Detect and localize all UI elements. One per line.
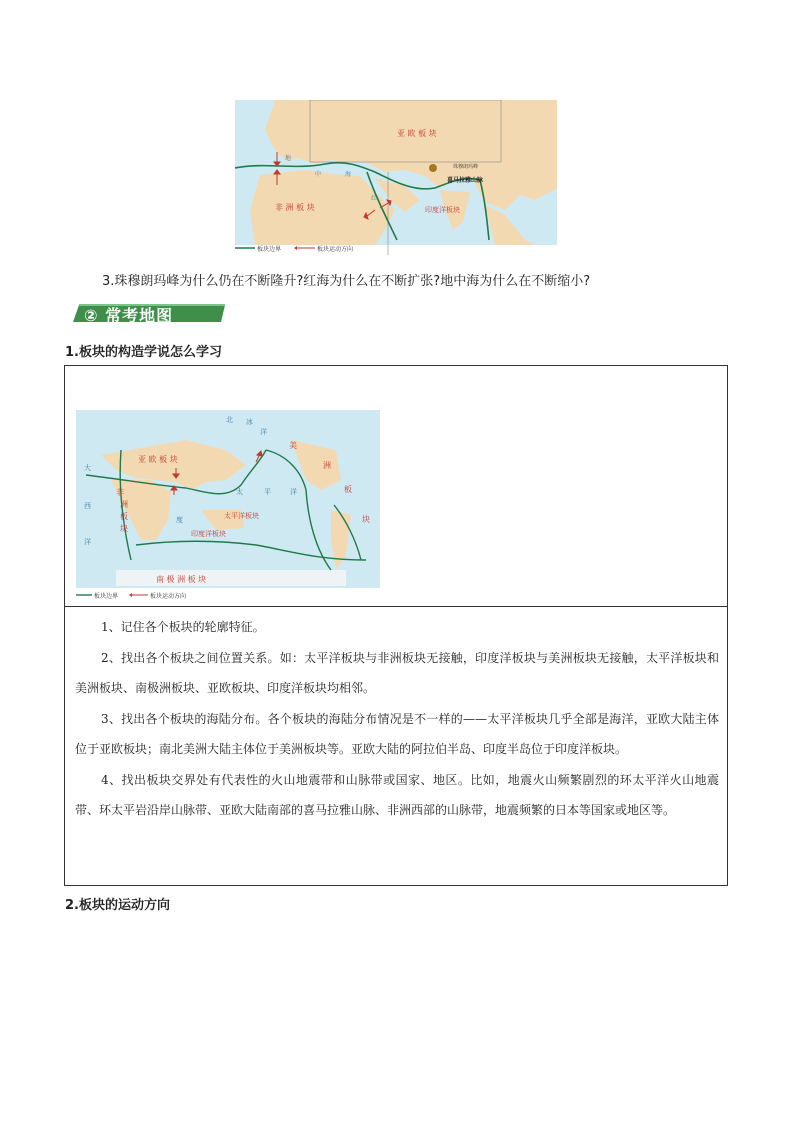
sea-label-hong: 红: [371, 195, 378, 202]
label-yang: 洋: [290, 488, 297, 496]
label-america-4: 块: [362, 515, 370, 524]
label-yang-top: 洋: [260, 428, 267, 436]
label-indian-plate: 印度洋板块: [191, 530, 226, 538]
label-pacific-plate: 太平洋板块: [224, 512, 259, 520]
label-ping: 平: [264, 488, 271, 496]
label-bing: 冰: [246, 418, 253, 426]
label-america-3: 板: [344, 485, 352, 494]
eurasia-plate-label: 亚 欧 板 块: [397, 129, 437, 138]
label-yang2: 洋: [84, 538, 91, 546]
plate-boundary-map-asia-africa: [235, 100, 557, 260]
tip-1: 1、记住各个板块的轮廓特征。: [101, 620, 265, 634]
legend2-boundary: 板块边界: [94, 593, 119, 600]
tip-2: 2、找出各个板块之间位置关系。如：太平洋板块与非洲板块无接触，印度洋板块与美洲板块无接触，太平洋板块和美洲板块、南极洲板块、亚欧板块、印度洋板块均相邻。: [75, 650, 719, 695]
africa-plate-label: 非 洲 板 块: [275, 203, 315, 212]
label-bei: 北: [226, 416, 233, 424]
tip-4: 4、找出板块交界处有代表性的火山地震带和山脉带或国家、地区。比如，地震火山频繁剧烈的环太平洋火山地震带、环太平岩沿岸山脉带、亚欧大陆南部的喜马拉雅山脉、非洲西部的山脉带，地震频繁的日本等国家或地区等。: [75, 772, 719, 817]
everest-label: 珠穆朗玛峰: [453, 164, 479, 170]
banner-title: 常考地图: [105, 306, 174, 325]
label-america-2: 洲: [323, 461, 331, 470]
study-tips: [75, 612, 719, 826]
question-3: 3.珠穆朗玛峰为什么仍在不断隆升?红海为什么在不断扩张?地中海为什么在不断缩小?: [102, 274, 591, 289]
label-du: 度: [176, 516, 183, 524]
label-africa-4: 块: [120, 524, 128, 533]
legend2-direction: 板块运动方向: [150, 593, 187, 600]
label-africa-3: 板: [120, 512, 128, 521]
label-antarctic-plate: 南 极 洲 板 块: [156, 575, 207, 584]
tip-3: 3、找出各个板块的海陆分布。各个板块的海陆分布情况是不一样的——太平洋板块几乎全部是海洋，亚欧大陆主体位于亚欧板块；南北美洲大陆主体位于美洲板块等。亚欧大陆的阿拉伯半岛、印度半岛位于印度洋板块。: [75, 711, 719, 756]
label-africa-1: 非: [116, 488, 124, 497]
label-xi: 西: [84, 502, 91, 510]
himalaya-label: 喜马拉雅山脉: [447, 177, 484, 184]
legend-direction: 板块运动方向: [317, 246, 354, 253]
sea-label-zhong: 中: [315, 171, 322, 178]
study-box: [64, 365, 728, 886]
label-eurasia-plate: 亚 欧 板 块: [138, 455, 178, 464]
label-africa-2: 洲: [120, 500, 128, 509]
indian-plate-label: 印度洋板块: [425, 206, 460, 214]
banner-number: ②: [84, 306, 99, 325]
section-2-heading: 2.板块的运动方向: [65, 898, 170, 913]
sea-label-hai: 海: [345, 171, 352, 178]
box-divider: [65, 606, 727, 607]
label-tai: 太: [236, 488, 243, 496]
sea-label-di: 地: [285, 155, 292, 162]
label-da: 大: [84, 464, 91, 472]
label-america-1: 美: [289, 441, 297, 450]
legend-boundary: 板块边界: [257, 246, 282, 253]
section-1-heading: 1.板块的构造学说怎么学习: [65, 345, 222, 360]
section-banner: [73, 304, 225, 323]
world-plate-map: [76, 410, 380, 602]
